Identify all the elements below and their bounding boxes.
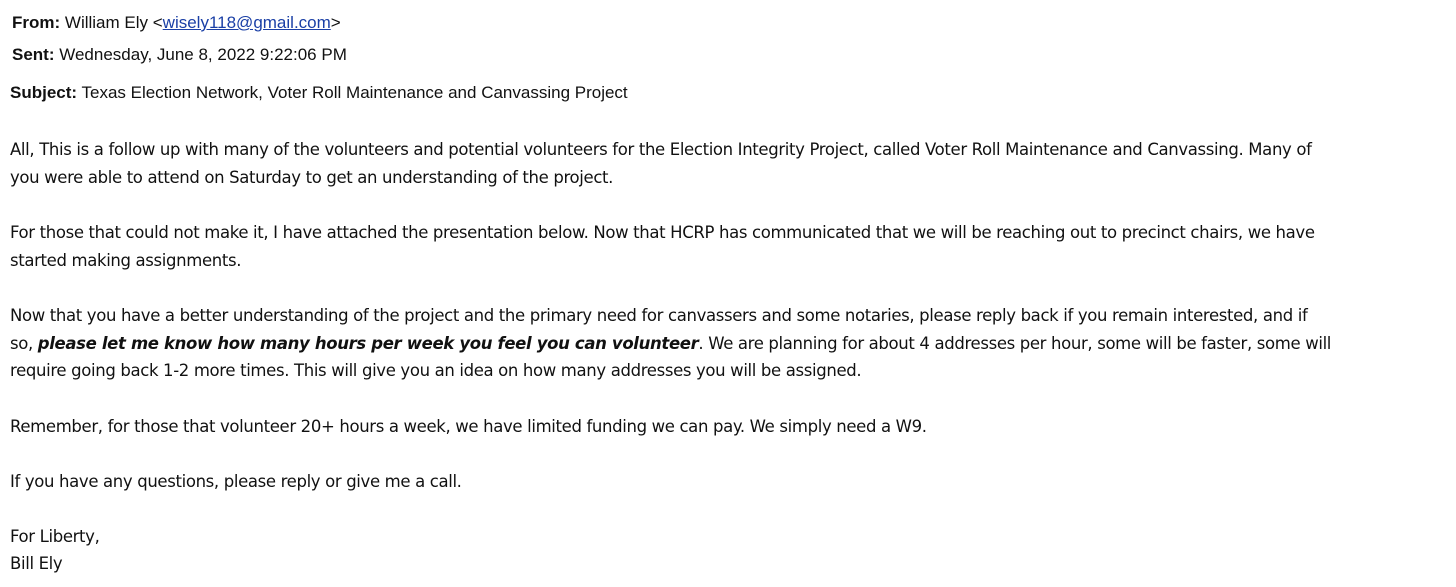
subject-text: Texas Election Network, Voter Roll Maintenance and Canvassing Project [81,83,628,102]
sender-name: William Ely < [64,13,163,32]
body-paragraph-5 [10,468,1450,496]
body-line: started making assignments. [10,250,242,270]
signature-name: Bill Ely [10,554,63,573]
from-row [12,13,341,33]
body-text-segment: so, [10,333,38,353]
body-line: All, This is a follow up with many of the volunteers and potential volunteers for the Election Integrity Project, called Voter Roll Maintenance and Canvassing. Many of [10,140,1312,159]
body-paragraph-3 [10,302,1450,385]
body-paragraph-1 [10,136,1450,191]
body-line: require going back 1-2 more times. This will give you an idea on how many addresses you will be assigned. [10,361,862,380]
sent-label: Sent: [12,45,55,64]
body-line: Remember, for those that volunteer 20+ hours a week, we have limited funding we can pay. We simply need a W9. [10,417,927,436]
body-text-segment: . We are planning for about 4 addresses per hour, some will be faster, some will [698,333,1332,353]
body-line: Now that you have a better understanding of the project and the primary need for canvassers and some notaries, please reply back if you remain interested, and if [10,306,1308,325]
sent-date: Wednesday, June 8, 2022 9:22:06 PM [59,45,347,64]
body-line: For those that could not make it, I have attached the presentation below. Now that HCRP has communicated that we will be reaching out to precinct chairs, we have [10,223,1315,242]
emphasized-request: please let me know how many hours per week you feel you can volunteer [37,333,699,353]
sender-email-link[interactable]: wisely118@gmail.com [162,13,331,32]
subject-row [10,83,628,103]
closing-text: For Liberty, [10,527,100,546]
sent-row [12,45,347,65]
body-line: If you have any questions, please reply or give me a call. [10,472,462,491]
signature-line [10,550,1450,578]
body-line: you were able to attend on Saturday to get an understanding of the project. [10,167,614,187]
body-paragraph-4 [10,413,1450,441]
subject-label: Subject: [10,83,78,102]
body-paragraph-2 [10,219,1450,274]
from-label: From: [12,13,61,32]
closing-line [10,523,1450,551]
body-line-emphasis [10,330,1450,358]
sender-email-close: > [330,13,341,32]
